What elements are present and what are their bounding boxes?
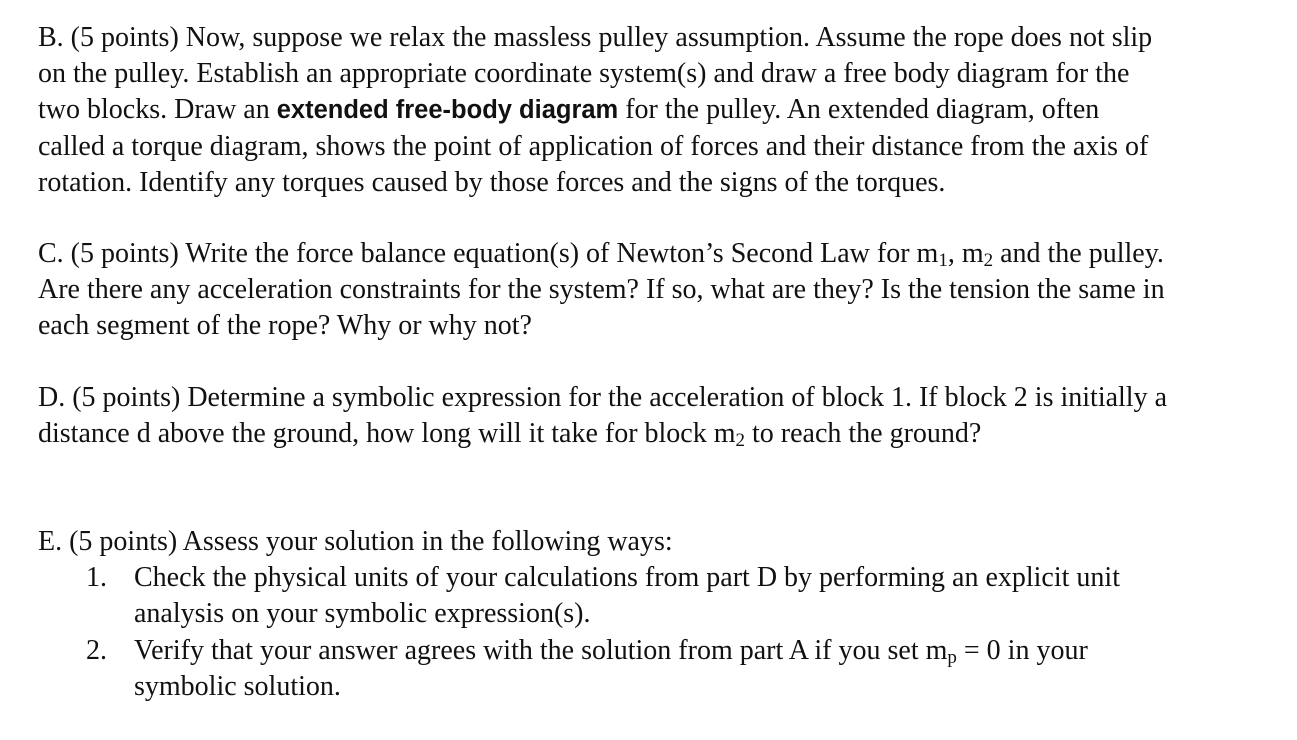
part-c-line-1 — [38, 236, 1288, 272]
part-c-line-1-b: , m — [947, 238, 984, 270]
part-c-paragraph — [38, 236, 1288, 345]
extended-fbd-bold-term: extended free-body diagram — [276, 96, 619, 125]
list-number: 2. — [86, 634, 107, 666]
part-b-line-3 — [38, 92, 1288, 128]
part-b-line-4: called a torque diagram, shows the point of application of forces and their distance from the axis of — [38, 130, 1149, 162]
subscript-2: 2 — [735, 429, 746, 451]
item-1-line-1: Check the physical units of your calculations from part D by performing an explicit unit — [134, 562, 1120, 594]
part-c-line-3: each segment of the rope? Why or why not? — [38, 310, 532, 342]
subscript-p: p — [947, 646, 957, 668]
item-2-line-1 — [134, 633, 1288, 669]
part-b-line-2: on the pulley. Establish an appropriate coordinate system(s) and draw a free body diagram for the — [38, 58, 1130, 90]
part-b-line-3-pre: two blocks. Draw an — [38, 94, 277, 126]
part-e-list — [38, 560, 1288, 705]
part-d-paragraph — [38, 380, 1288, 452]
part-c-line-1-c: and the pulley. — [993, 238, 1164, 270]
item-2-line-2: symbolic solution. — [134, 670, 341, 702]
part-b-paragraph — [38, 20, 1288, 201]
part-d-line-2-b: to reach the ground? — [745, 417, 982, 449]
part-b-line-5: rotation. Identify any torques caused by those forces and the signs of the torques. — [38, 166, 946, 198]
list-number: 1. — [86, 562, 107, 594]
subscript-1: 1 — [938, 250, 948, 272]
part-e-intro: E. (5 points) Assess your solution in the following ways: — [38, 526, 673, 558]
list-item — [38, 560, 1288, 632]
part-d-line-1: D. (5 points) Determine a symbolic expression for the acceleration of block 1. If block 2 is initially a — [38, 381, 1168, 413]
part-d-line-2 — [38, 416, 1288, 452]
item-2-line-1-b: = 0 in your — [956, 634, 1088, 666]
part-c-line-1-a: C. (5 points) Write the force balance equation(s) of Newton’s Second Law for m — [38, 238, 939, 270]
subscript-2: 2 — [983, 250, 994, 272]
document-page — [38, 20, 1288, 705]
item-1-line-2: analysis on your symbolic expression(s). — [134, 598, 591, 630]
part-b-line-1: B. (5 points) Now, suppose we relax the massless pulley assumption. Assume the rope does not slip — [38, 22, 1153, 53]
part-d-line-2-a: distance d above the ground, how long will it take for block m — [38, 417, 736, 449]
part-b-line-3-post: for the pulley. An extended diagram, often — [618, 94, 1100, 126]
part-c-line-2: Are there any acceleration constraints for the system? If so, what are they? Is the tension the same in — [38, 274, 1165, 306]
item-2-line-1-a: Verify that your answer agrees with the solution from part A if you set m — [134, 634, 948, 666]
list-item — [38, 633, 1288, 705]
